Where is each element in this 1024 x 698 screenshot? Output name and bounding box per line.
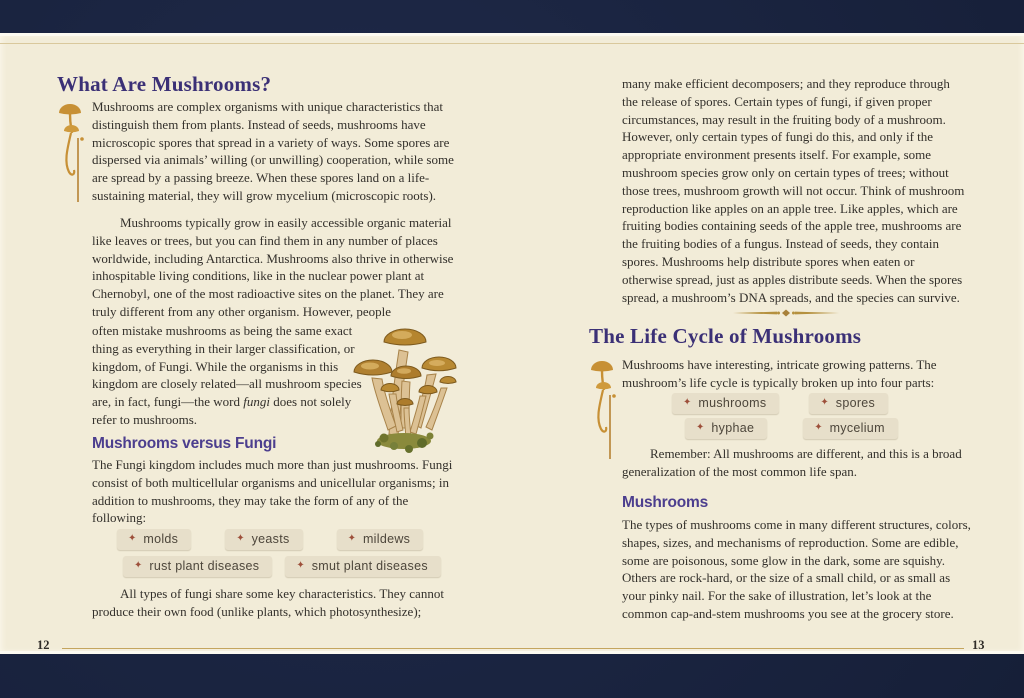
tag-label: molds [143, 532, 179, 546]
tag-molds [117, 529, 191, 550]
tag-label: mushrooms [698, 396, 767, 410]
sparkle-icon: ✦ [128, 533, 137, 544]
tag-mushrooms [672, 393, 779, 414]
paragraph-intro: Mushrooms are complex organisms with unique characteristics that distinguish them from plants. Instead of seeds, mushrooms have microscopic spores that spread in a variety of ways. Some spores are dispersed via animals’ willing (or unwilling) cooperation, while some are spread by a passing breeze. When these spores land on a life-sustaining material, they will grow mycelium (microscopic roots). [92, 99, 454, 203]
section-heading-what-are-mushrooms: What Are Mushrooms? [57, 72, 272, 96]
page-number-left: 12 [37, 638, 50, 652]
paragraph-fungi-kingdom: The Fungi kingdom includes much more than just mushrooms. Fungi consist of both multicellular organisms and unicellular organisms; in addition to mushrooms, they may take the form of any of the following: [92, 457, 453, 526]
tag-label: hyphae [711, 421, 755, 435]
sparkle-icon: ✦ [683, 397, 692, 408]
fungi-tags-row-1 [117, 529, 423, 550]
mushroom-cluster-illustration [342, 324, 474, 454]
subheading-mushrooms: Mushrooms [622, 494, 709, 511]
tag-mycelium [803, 418, 898, 439]
tag-label: spores [835, 396, 876, 410]
sparkle-icon: ✦ [820, 397, 829, 408]
tag-label: smut plant diseases [311, 559, 428, 573]
paragraph-mushrooms-vs-kingdom [92, 322, 364, 429]
paragraph-decomposers-spores: many make efficient decomposers; and they reproduce through the release of spores. Certain types of fungi, if given proper circumstances, may result in the fruiting body of a mushroom. However, only certain types of fungi do this, and only if the appropriate environment presents itself. For example, some mushroom species grow only on certain types of trees; without those trees, mushroom growth will not occur. Think of mushroom reproduction like apples on an apple tree. Like apples, which are fruiting bodies containing seeds of the apple tree, mushrooms are the fruiting bodies of a fungus. Instead of seeds, they contain spores. Mushrooms help distribute spores when eaten or otherwise spread, just as apples distribute seeds. When the spores spread, a mushroom’s DNA spreads, and the species can survive. [622, 76, 965, 305]
italic-word-fungi: fungi [243, 394, 270, 410]
footer-rule [62, 648, 964, 649]
paragraph-remember-note: Remember: All mushrooms are different, and this is a broad generalization of the most common life span. [622, 446, 962, 479]
paragraph-where-mushrooms-grow: Mushrooms typically grow in easily accessible organic material like leaves or trees, but you can find them in any number of places worldwide, including Antarctica. Mushrooms also thrive in otherwise inhospitable living conditions, like in the nuclear power plant at Chernobyl, one of the most radioactive sites on the planet. They are truly different from any other organism. However, people [92, 215, 454, 319]
tag-spores [809, 393, 888, 414]
margin-mushroom-icon [587, 354, 621, 466]
sparkle-icon: ✦ [296, 560, 305, 571]
open-book-pages [0, 33, 1024, 654]
margin-mushroom-icon [55, 100, 89, 206]
fungi-tags-row-2 [123, 556, 441, 577]
paragraph-types-of-mushrooms: The types of mushrooms come in many different structures, colors, shapes, sizes, and mechanisms of reproduction. Some are edible, some are poisonous, some glow in the dark, some are squishy. Others are rock-hard, or the size of a small child, or as small as your pinky nail. For the sake of illustration, let’s look at the common cap-and-stem mushrooms you see at the grocery store. [622, 517, 971, 621]
paragraph-life-cycle-intro: Mushrooms have interesting, intricate growing patterns. The mushroom’s life cycle is typically broken up into four parts: [622, 357, 937, 390]
tag-label: mycelium [829, 421, 885, 435]
life-cycle-tags-row-1 [672, 393, 888, 414]
paragraph-text: often mistake mushrooms as being the same exact thing as everything in their larger classification, or kingdom, of Fungi. While the organisms in this kingdom are closely related—all mushroom species are, in fact, fungi—the word [92, 323, 362, 410]
flourish-divider-icon [733, 308, 839, 318]
sparkle-icon: ✦ [236, 533, 245, 544]
subheading-mushrooms-versus-fungi: Mushrooms versus Fungi [92, 435, 277, 452]
sparkle-icon: ✦ [696, 422, 705, 433]
sparkle-icon: ✦ [134, 560, 143, 571]
tag-label: rust plant diseases [149, 559, 260, 573]
tag-hyphae [685, 418, 767, 439]
tag-rust-plant-diseases [123, 556, 272, 577]
sparkle-icon: ✦ [347, 533, 356, 544]
tag-label: mildews [362, 532, 411, 546]
paragraph-text: does not solely refer to mushrooms. [92, 394, 352, 427]
sparkle-icon: ✦ [814, 422, 823, 433]
paragraph-fungi-characteristics: All types of fungi share some key characteristics. They cannot produce their own food (unlike plants, which photosynthesize); [92, 586, 444, 619]
page-number-right: 13 [972, 638, 985, 652]
tag-label: yeasts [251, 532, 290, 546]
life-cycle-tags-row-2 [685, 418, 898, 439]
tag-smut-plant-diseases [285, 556, 441, 577]
tag-mildews [337, 529, 424, 550]
tag-yeasts [225, 529, 302, 550]
section-heading-life-cycle: The Life Cycle of Mushrooms [589, 324, 862, 348]
